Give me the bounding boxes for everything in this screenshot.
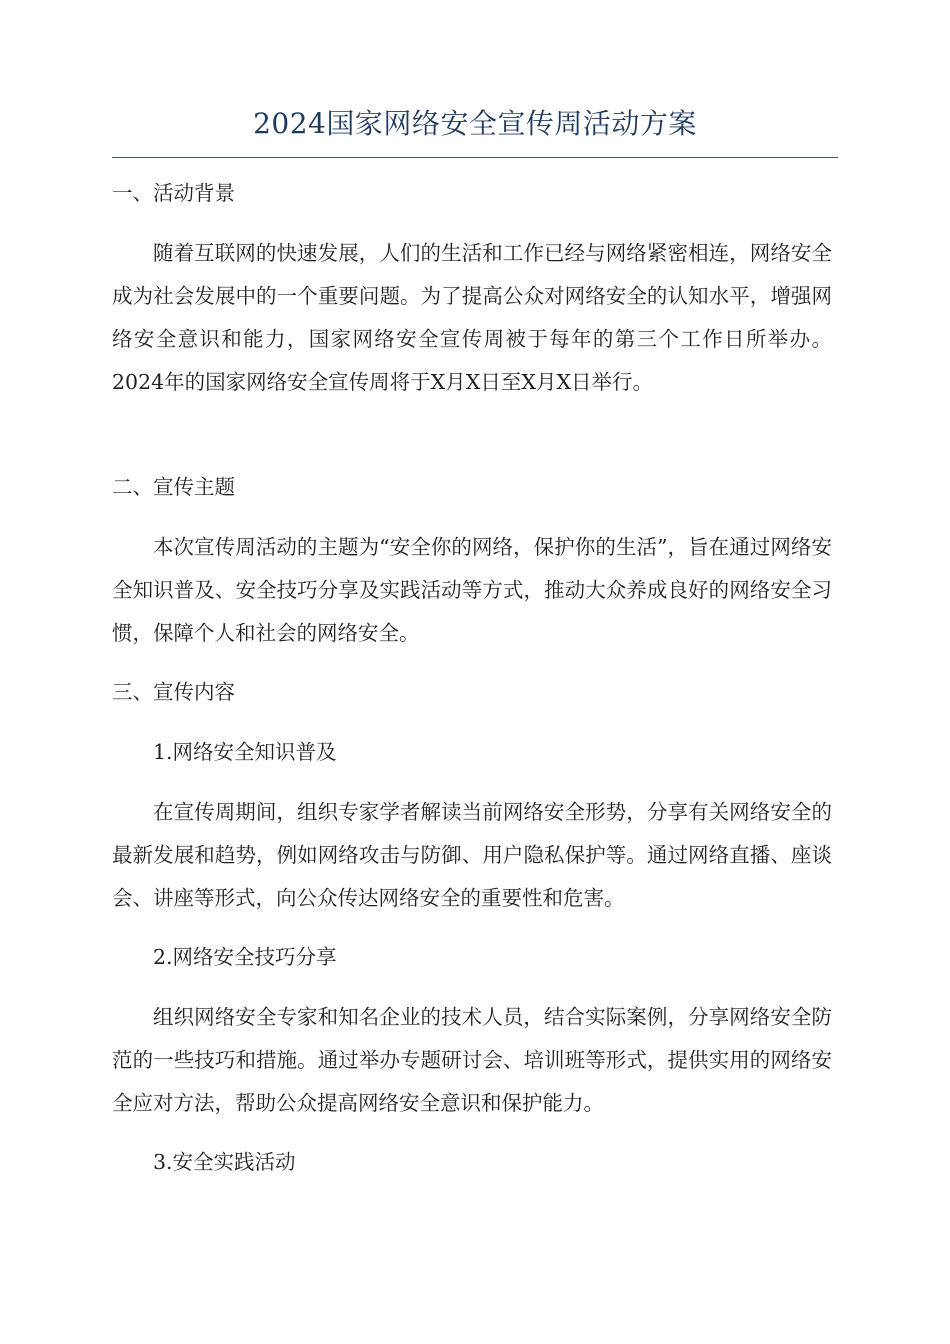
subheading-knowledge: 1.网络安全知识普及 <box>153 740 337 764</box>
paragraph-theme: 本次宣传周活动的主题为“安全你的网络，保护你的生活”，旨在通过网络安全知识普及、安全技巧分享及实践活动等方式，推动大众养成良好的网络安全习惯，保障个人和社会的网络安全。 <box>112 535 832 645</box>
section-heading-content: 三、宣传内容 <box>112 680 235 704</box>
paragraph-skills: 组织网络安全专家和知名企业的技术人员，结合实际案例，分享网络安全防范的一些技巧和措施。通过举办专题研讨会、培训班等形式，提供实用的网络安全应对方法，帮助公众提高网络安全意识和保护能力。 <box>112 1005 832 1115</box>
paragraph-background: 随着互联网的快速发展，人们的生活和工作已经与网络紧密相连，网络安全成为社会发展中的一个重要问题。为了提高公众对网络安全的认知水平，增强网络安全意识和能力，国家网络安全宣传周被于每年的第三个工作日所举办。2024年的国家网络安全宣传周将于X月X日至X月X日举行。 <box>112 241 832 394</box>
document-title: 2024国家网络安全宣传周活动方案 <box>253 107 697 140</box>
section-heading-theme: 二、宣传主题 <box>112 475 235 499</box>
title-divider <box>112 157 838 158</box>
section-heading-background: 一、活动背景 <box>112 181 235 205</box>
subheading-practice: 3.安全实践活动 <box>153 1150 296 1174</box>
paragraph-knowledge: 在宣传周期间，组织专家学者解读当前网络安全形势，分享有关网络安全的最新发展和趋势，例如网络攻击与防御、用户隐私保护等。通过网络直播、座谈会、讲座等形式，向公众传达网络安全的重要性和危害。 <box>112 800 832 910</box>
subheading-skills: 2.网络安全技巧分享 <box>153 945 337 969</box>
